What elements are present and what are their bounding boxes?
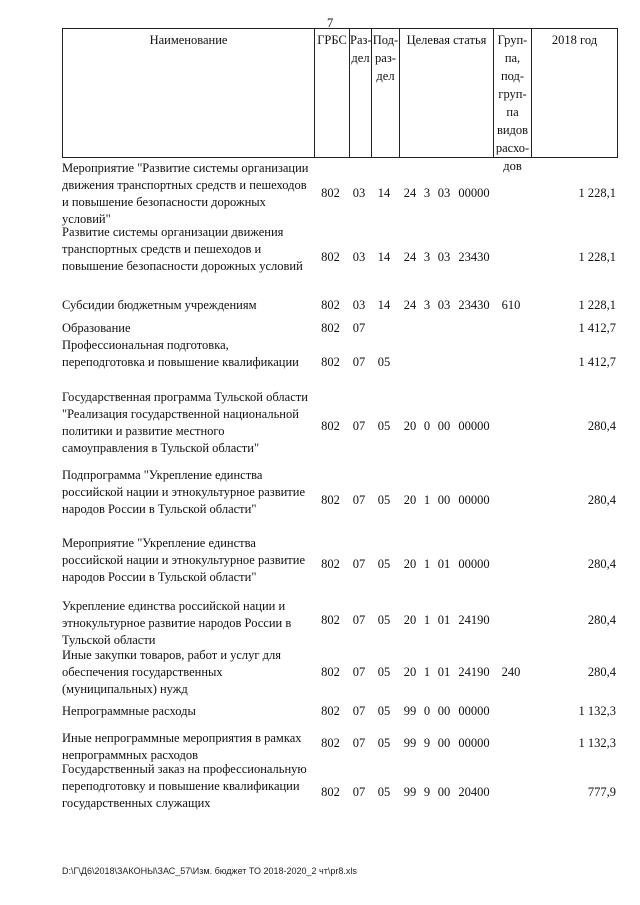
- row-podrazdel: 14: [377, 298, 391, 312]
- row-target-a: 20: [403, 613, 417, 627]
- row-razdel: 03: [352, 186, 366, 200]
- row-grbs: 802: [321, 321, 340, 335]
- row-podrazdel: 05: [377, 355, 391, 369]
- row-name: Иные непрограммные мероприятия в рамках непрограммных расходов: [62, 731, 302, 762]
- header-grbs: ГРБС: [314, 29, 349, 157]
- row-target-a: 99: [403, 736, 417, 750]
- row-grbs: 802: [321, 355, 340, 369]
- row-razdel: 07: [352, 665, 366, 679]
- row-name: Мероприятие "Укрепление единства российской нации и этнокультурное развитие народов России в Тульской области": [62, 536, 305, 584]
- row-target-b: 1: [423, 613, 431, 627]
- row-amount: 280,4: [587, 613, 616, 627]
- row-razdel: 07: [352, 613, 366, 627]
- row-target-a: 24: [403, 298, 417, 312]
- row-grbs: 802: [321, 419, 340, 433]
- row-target-c: 03: [437, 186, 451, 200]
- header-target: Целевая статья: [399, 29, 493, 157]
- row-target-c: 01: [437, 557, 451, 571]
- row-grbs: 802: [321, 493, 340, 507]
- row-target-a: 99: [403, 704, 417, 718]
- row-target-c: 03: [437, 250, 451, 264]
- row-target-c: 01: [437, 613, 451, 627]
- row-target-d: 00000: [458, 736, 490, 750]
- row-grbs: 802: [321, 736, 340, 750]
- row-podrazdel: 14: [377, 186, 391, 200]
- row-podrazdel: 05: [377, 613, 391, 627]
- row-amount: 280,4: [587, 419, 616, 433]
- row-target-b: 1: [423, 665, 431, 679]
- row-razdel: 07: [352, 736, 366, 750]
- row-podrazdel: 05: [377, 785, 391, 799]
- row-grbs: 802: [321, 250, 340, 264]
- row-grbs: 802: [321, 665, 340, 679]
- row-target-a: 20: [403, 419, 417, 433]
- row-target-b: 1: [423, 557, 431, 571]
- table-header: [62, 28, 618, 173]
- row-target-b: 3: [423, 298, 431, 312]
- row-name: Государственная программа Тульской области "Реализация государственной национальной политики и развитие местного самоуправления в Тульской области": [62, 390, 308, 455]
- row-name: Профессиональная подготовка, переподготовка и повышение квалификации: [62, 338, 299, 369]
- row-name: Мероприятие "Развитие системы организации движения транспортных средств и пешеходов и повышение безопасности дорожных условий": [62, 161, 309, 226]
- header-group: Груп- па, под- груп- па видов расхо- дов: [493, 29, 531, 157]
- row-grbs: 802: [321, 613, 340, 627]
- row-razdel: 03: [352, 298, 366, 312]
- row-name: Образование: [62, 321, 131, 335]
- row-podrazdel: 05: [377, 736, 391, 750]
- row-razdel: 07: [352, 493, 366, 507]
- row-amount: 1 132,3: [578, 736, 616, 750]
- row-amount: 280,4: [587, 665, 616, 679]
- row-amount: 1 412,7: [578, 355, 616, 369]
- row-target-b: 3: [423, 186, 431, 200]
- row-amount: 1 132,3: [578, 704, 616, 718]
- page-number: 7: [327, 16, 334, 30]
- row-target-c: 01: [437, 665, 451, 679]
- row-target-d: 00000: [458, 419, 490, 433]
- row-target-c: 03: [437, 298, 451, 312]
- row-grbs: 802: [321, 557, 340, 571]
- row-target-b: 0: [423, 419, 431, 433]
- row-razdel: 07: [352, 419, 366, 433]
- header-razdel: Раз- дел: [349, 29, 371, 157]
- row-amount: 1 228,1: [578, 186, 616, 200]
- row-razdel: 07: [352, 557, 366, 571]
- row-amount: 280,4: [587, 493, 616, 507]
- row-target-c: 00: [437, 704, 451, 718]
- row-target-a: 24: [403, 250, 417, 264]
- row-amount: 777,9: [587, 785, 616, 799]
- row-podrazdel: 14: [377, 250, 391, 264]
- row-target-a: 99: [403, 785, 417, 799]
- row-amount: 1 228,1: [578, 298, 616, 312]
- row-name: Государственный заказ на профессиональную переподготовку и повышение квалификации государственных служащих: [62, 762, 307, 810]
- row-name: Иные закупки товаров, работ и услуг для обеспечения государственных (муниципальных) нужд: [62, 648, 282, 696]
- row-name: Субсидии бюджетным учреждениям: [62, 298, 257, 312]
- row-target-b: 9: [423, 736, 431, 750]
- header-podrazdel: Под- раз- дел: [371, 29, 399, 157]
- row-grbs: 802: [321, 785, 340, 799]
- row-target-c: 00: [437, 419, 451, 433]
- row-razdel: 07: [352, 704, 366, 718]
- row-podrazdel: 05: [377, 557, 391, 571]
- row-razdel: 07: [352, 321, 366, 335]
- row-target-d: 20400: [458, 785, 490, 799]
- header-name: Наименование: [149, 33, 228, 47]
- row-name: Подпрограмма "Укрепление единства российской нации и этнокультурное развитие народов России в Тульской области": [62, 468, 305, 516]
- header-year: 2018 год: [531, 29, 617, 157]
- row-amount: 280,4: [587, 557, 616, 571]
- row-target-b: 1: [423, 493, 431, 507]
- row-group: 610: [501, 298, 521, 312]
- row-name: Укрепление единства российской нации и этнокультурное развитие народов России в Тульской области: [62, 599, 292, 647]
- row-group: 240: [501, 665, 521, 679]
- row-target-b: 3: [423, 250, 431, 264]
- row-podrazdel: 05: [377, 704, 391, 718]
- row-target-d: 00000: [458, 557, 490, 571]
- row-podrazdel: 05: [377, 493, 391, 507]
- row-target-c: 00: [437, 736, 451, 750]
- row-amount: 1 412,7: [578, 321, 616, 335]
- row-target-a: 20: [403, 665, 417, 679]
- row-target-b: 9: [423, 785, 431, 799]
- row-podrazdel: 05: [377, 665, 391, 679]
- row-razdel: 07: [352, 355, 366, 369]
- row-target-d: 24190: [458, 613, 490, 627]
- row-name: Развитие системы организации движения транспортных средств и пешеходов и повышение безопасности дорожных условий: [62, 225, 303, 273]
- row-target-d: 23430: [458, 250, 490, 264]
- row-target-d: 00000: [458, 704, 490, 718]
- row-target-d: 00000: [458, 493, 490, 507]
- row-grbs: 802: [321, 186, 340, 200]
- row-target-a: 24: [403, 186, 417, 200]
- row-grbs: 802: [321, 704, 340, 718]
- row-target-c: 00: [437, 785, 451, 799]
- row-target-a: 20: [403, 557, 417, 571]
- file-path-footer: D:\Г\Д6\2018\ЗАКОНЫ\ЗАС_57\Изм. бюджет ТО 2018-2020_2 чт\pr8.xls: [62, 866, 357, 876]
- row-grbs: 802: [321, 298, 340, 312]
- row-target-b: 0: [423, 704, 431, 718]
- row-target-d: 23430: [458, 298, 490, 312]
- row-target-a: 20: [403, 493, 417, 507]
- row-amount: 1 228,1: [578, 250, 616, 264]
- row-target-d: 24190: [458, 665, 490, 679]
- row-target-c: 00: [437, 493, 451, 507]
- row-razdel: 07: [352, 785, 366, 799]
- row-podrazdel: 05: [377, 419, 391, 433]
- row-name: Непрограммные расходы: [62, 704, 196, 718]
- row-razdel: 03: [352, 250, 366, 264]
- row-target-d: 00000: [458, 186, 490, 200]
